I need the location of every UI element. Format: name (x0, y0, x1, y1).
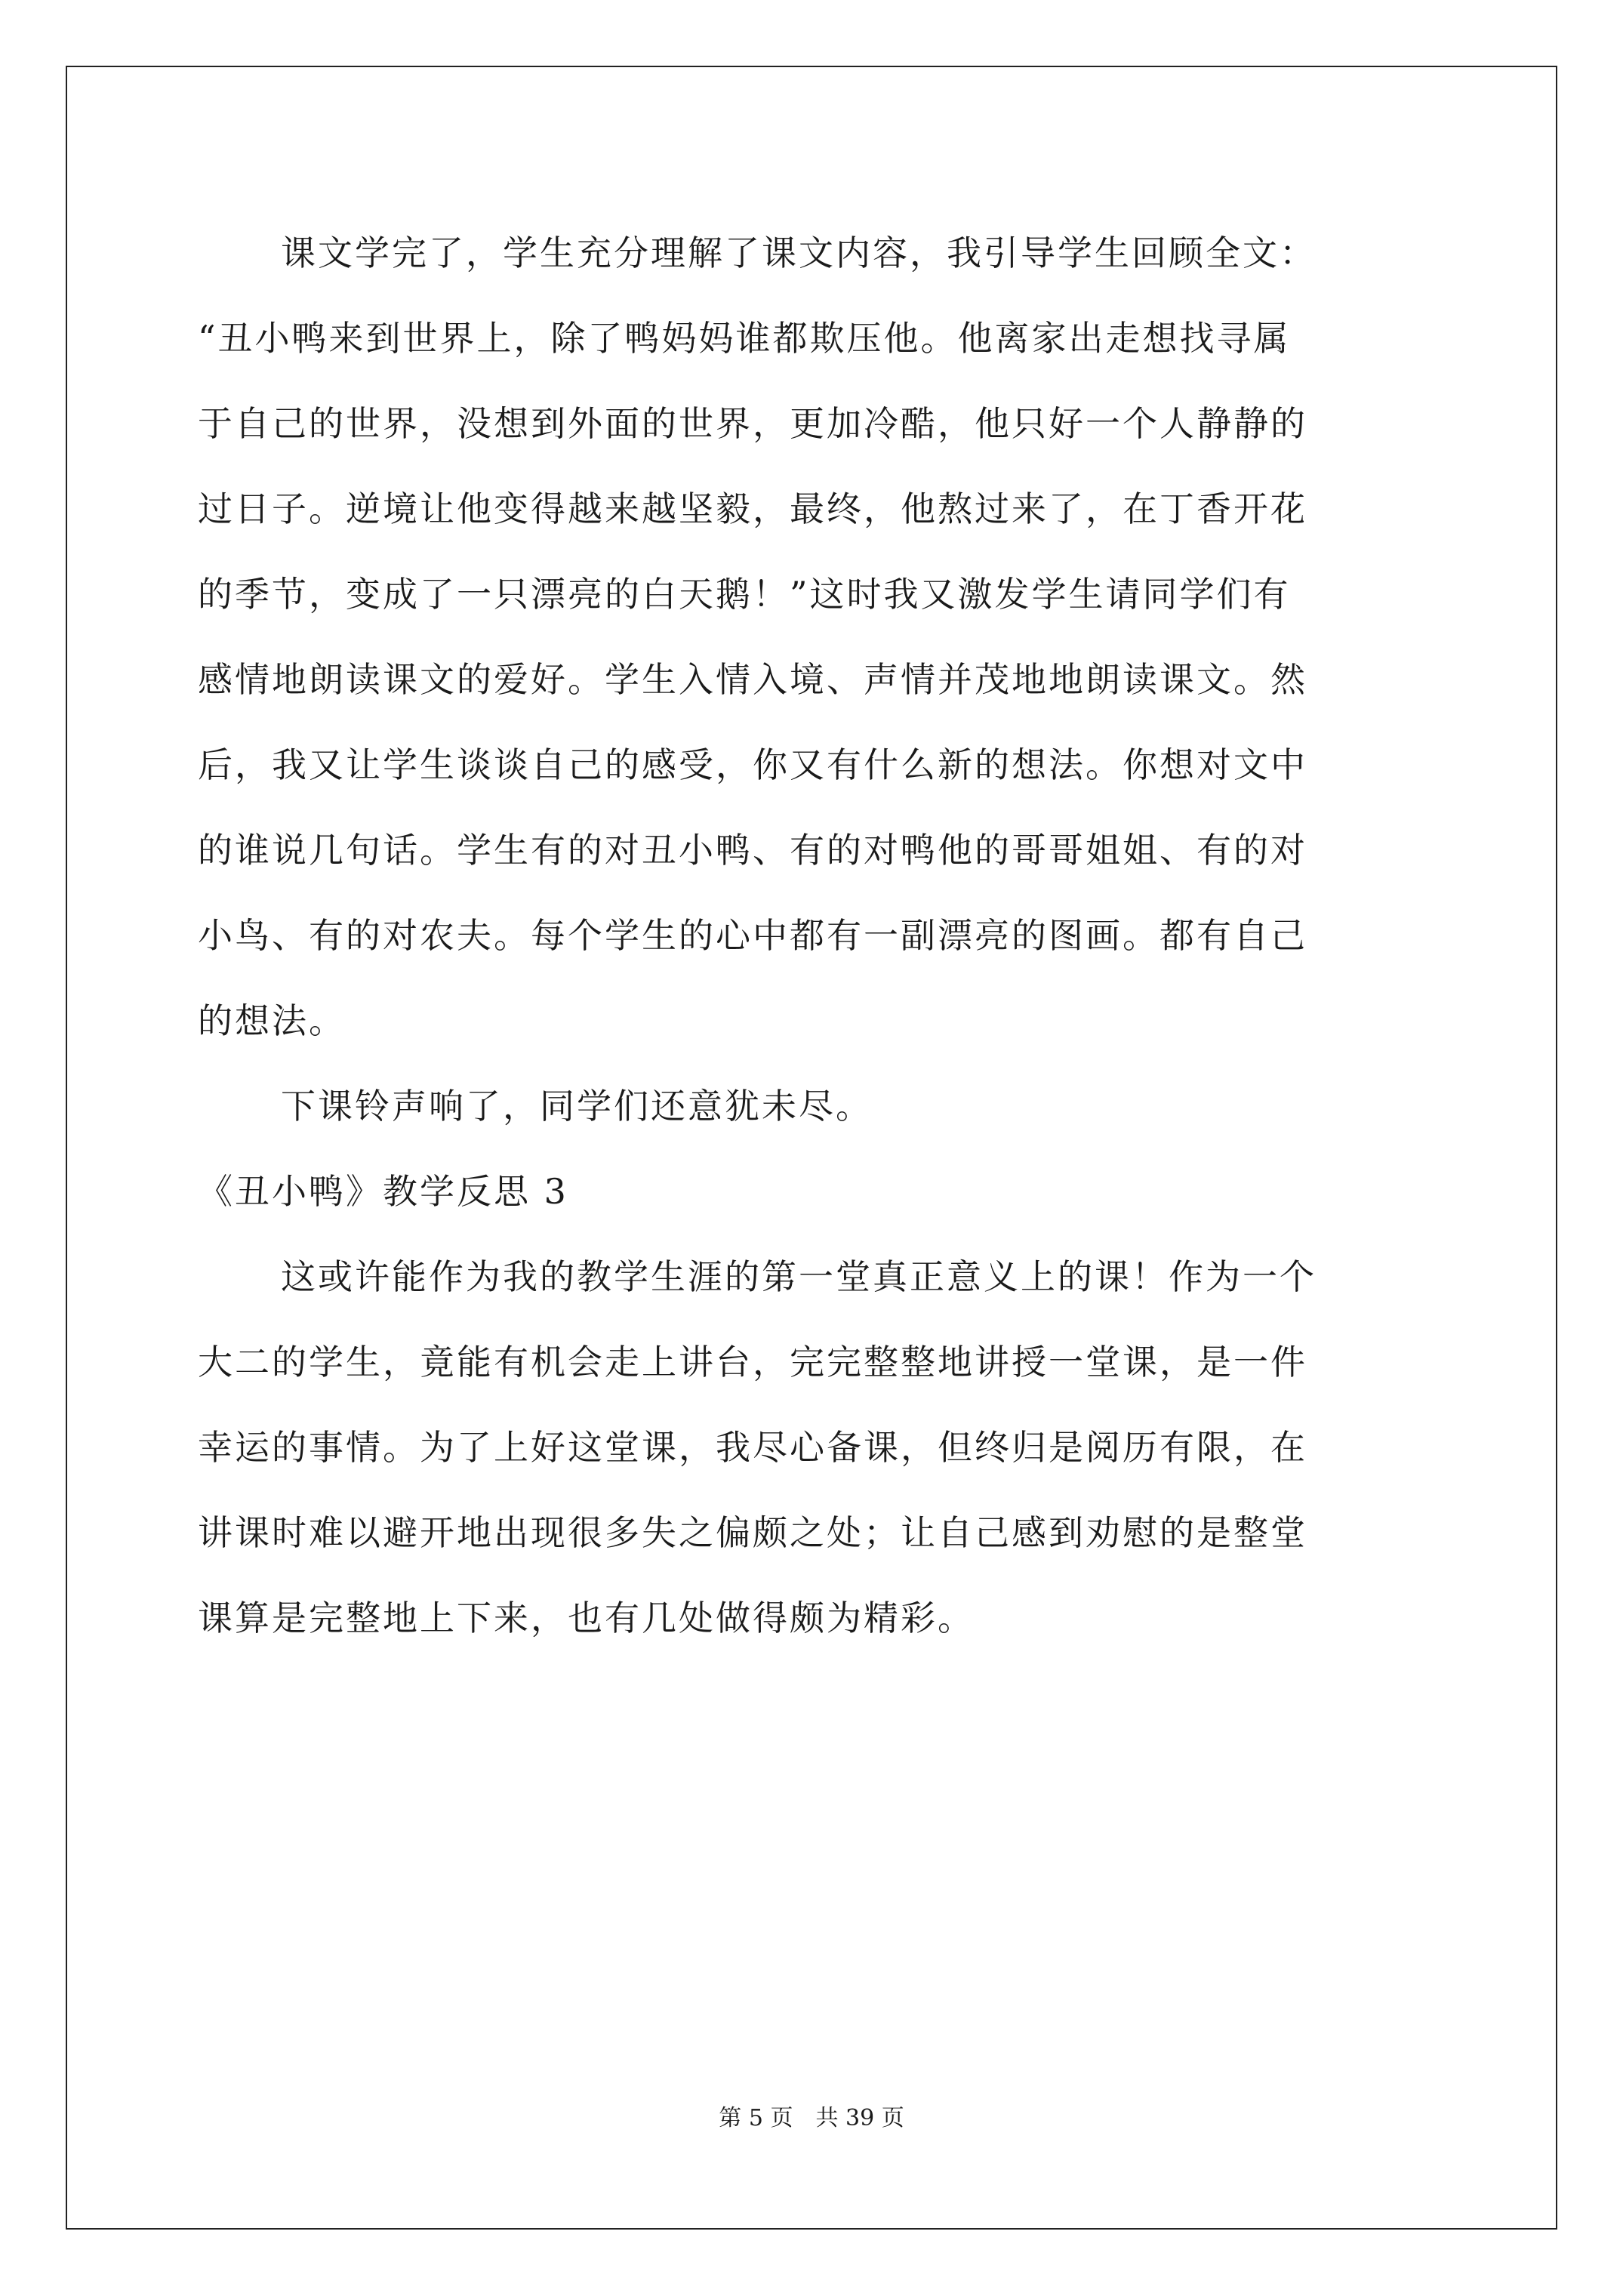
page-border (66, 66, 1557, 2230)
paragraph-line: 的季节，变成了一只漂亮的白天鹅！”这时我又激发学生请同学们有 (198, 574, 1291, 615)
section-heading: 《丑小鸭》教学反思 3 (198, 1171, 568, 1212)
page-number: 第 5 页 共 39 页 (719, 2105, 904, 2131)
paragraph-line: 课算是完整地上下来，也有几处做得颇为精彩。 (198, 1598, 975, 1638)
paragraph-line: “丑小鸭来到世界上，除了鸭妈妈谁都欺压他。他离家出走想找寻属 (198, 318, 1291, 359)
paragraph-line: 的想法。 (198, 1000, 346, 1041)
paragraph-line: 的谁说几句话。学生有的对丑小鸭、有的对鸭他的哥哥姐姐、有的对 (198, 830, 1307, 871)
paragraph-line: 小鸟、有的对农夫。每个学生的心中都有一副漂亮的图画。都有自己 (198, 915, 1307, 956)
paragraph-line: 幸运的事情。为了上好这堂课，我尽心备课，但终归是阅历有限，在 (198, 1427, 1307, 1468)
paragraph-line: 过日子。逆境让他变得越来越坚毅，最终，他熬过来了，在丁香开花 (198, 488, 1307, 529)
paragraph-line: 讲课时难以避开地出现很多失之偏颇之处；让自己感到劝慰的是整堂 (198, 1512, 1307, 1553)
paragraph-line: 于自己的世界，没想到外面的世界，更加冷酷，他只好一个人静静的 (198, 403, 1307, 444)
paragraph-line: 后，我又让学生谈谈自己的感受，你又有什么新的想法。你想对文中 (198, 744, 1307, 785)
paragraph-line: 课文学完了，学生充分理解了课文内容，我引导学生回顾全文： (281, 233, 1317, 273)
paragraph-line: 这或许能作为我的教学生涯的第一堂真正意义上的课！作为一个 (281, 1256, 1317, 1297)
paragraph-line: 下课铃声响了，同学们还意犹未尽。 (281, 1086, 873, 1126)
paragraph-line: 大二的学生，竟能有机会走上讲台，完完整整地讲授一堂课，是一件 (198, 1342, 1307, 1382)
paragraph-line: 感情地朗读课文的爱好。学生入情入境、声情并茂地地朗读课文。然 (198, 659, 1307, 700)
